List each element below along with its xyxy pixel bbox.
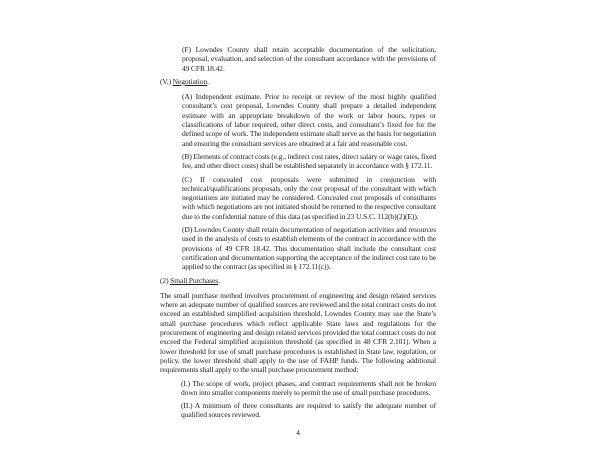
paragraph-c: (C) If concealed cost proposals were submitted in conjunction with technical/qualifications proposals, only the cost proposal of the consultant with which negotiations are initiated may be considered. Concealed cost proposals of consultants with which negotiations are not initiated should be returned to the respective consultant due to the confidential nature of this data (as specified in 23 U.S.C. 112(b)(2)(E)). [182,174,436,221]
section-heading-negotiation [160,77,436,86]
paragraph-small-purchases: The small purchase method involves procurement of engineering and design related services where an adequate number of qualified sources are reviewed and the total contract costs do not exceed an established simplified acquisition threshold. Lowndes County may use the State’s small purchase procedures which reflect applicable State laws and regulations for the procurement of engineering and design related services provided the total contract costs do not exceed the Federal simplified acquisition threshold (as specified in 48 CFR 2.101). When a lower threshold for use of small purchase procedures is established in State law, regulation, or policy, the lower threshold shall apply to the use of FAHP funds. The following additional requirements shall apply to the small purchase procurement method: [160,290,436,375]
section-number: (2) [160,275,169,285]
page-number: 4 [296,427,300,437]
paragraph-b: (B) Elements of contract costs (e.g., indirect cost rates, direct salary or wage rates, fixed fee, and other direct costs) shall be established separately in accordance with § 172.11. [182,151,436,171]
section-title: Negotiation [172,76,208,86]
section-heading-small-purchases [160,276,436,285]
paragraph-a: (A) Independent estimate. Prior to receipt or review of the most highly qualified consultant’s cost proposal, Lowndes County shall prepare a detailed independent estimate with an appropriate breakdown of the work or labor hours, types or classifications of labor required, other direct costs, and consultant’s fixed fee for the defined scope of work. The independent estimate shall serve as the basis for negotiation and ensuring the consultant services are obtained at a fair and reasonable cost. [182,92,436,148]
section-punct: . [207,76,209,86]
section-punct: . [218,275,220,285]
section-title: Small Purchases [170,275,219,285]
section-number: (V.) [160,76,171,86]
paragraph-f: (F) Lowndes County shall retain acceptable documentation of the solicitation, proposal, evaluation, and selection of the consultant accordance with the provisions of 49 CFR 18.42. [182,45,436,73]
paragraph-ii: (II.) A minimum of three consultants are required to satisfy the adequate number of qualified sources reviewed. [181,401,436,420]
paragraph-d: (D) Lowndes County shall retain documentation of negotiation activities and resources used in the analysis of costs to establish elements of the contract in accordance with the provisions of 49 CFR 18.42. This documentation shall include the consultant cost certification and documentation supporting the acceptance of the indirect cost rate to be applied to the contract (as specified in § 172.11(c)). [182,225,436,272]
paragraph-i: (I.) The scope of work, project phases, and contract requirements shall not be broken down into smaller components merely to permit the use of small purchase procedures. [181,378,436,397]
